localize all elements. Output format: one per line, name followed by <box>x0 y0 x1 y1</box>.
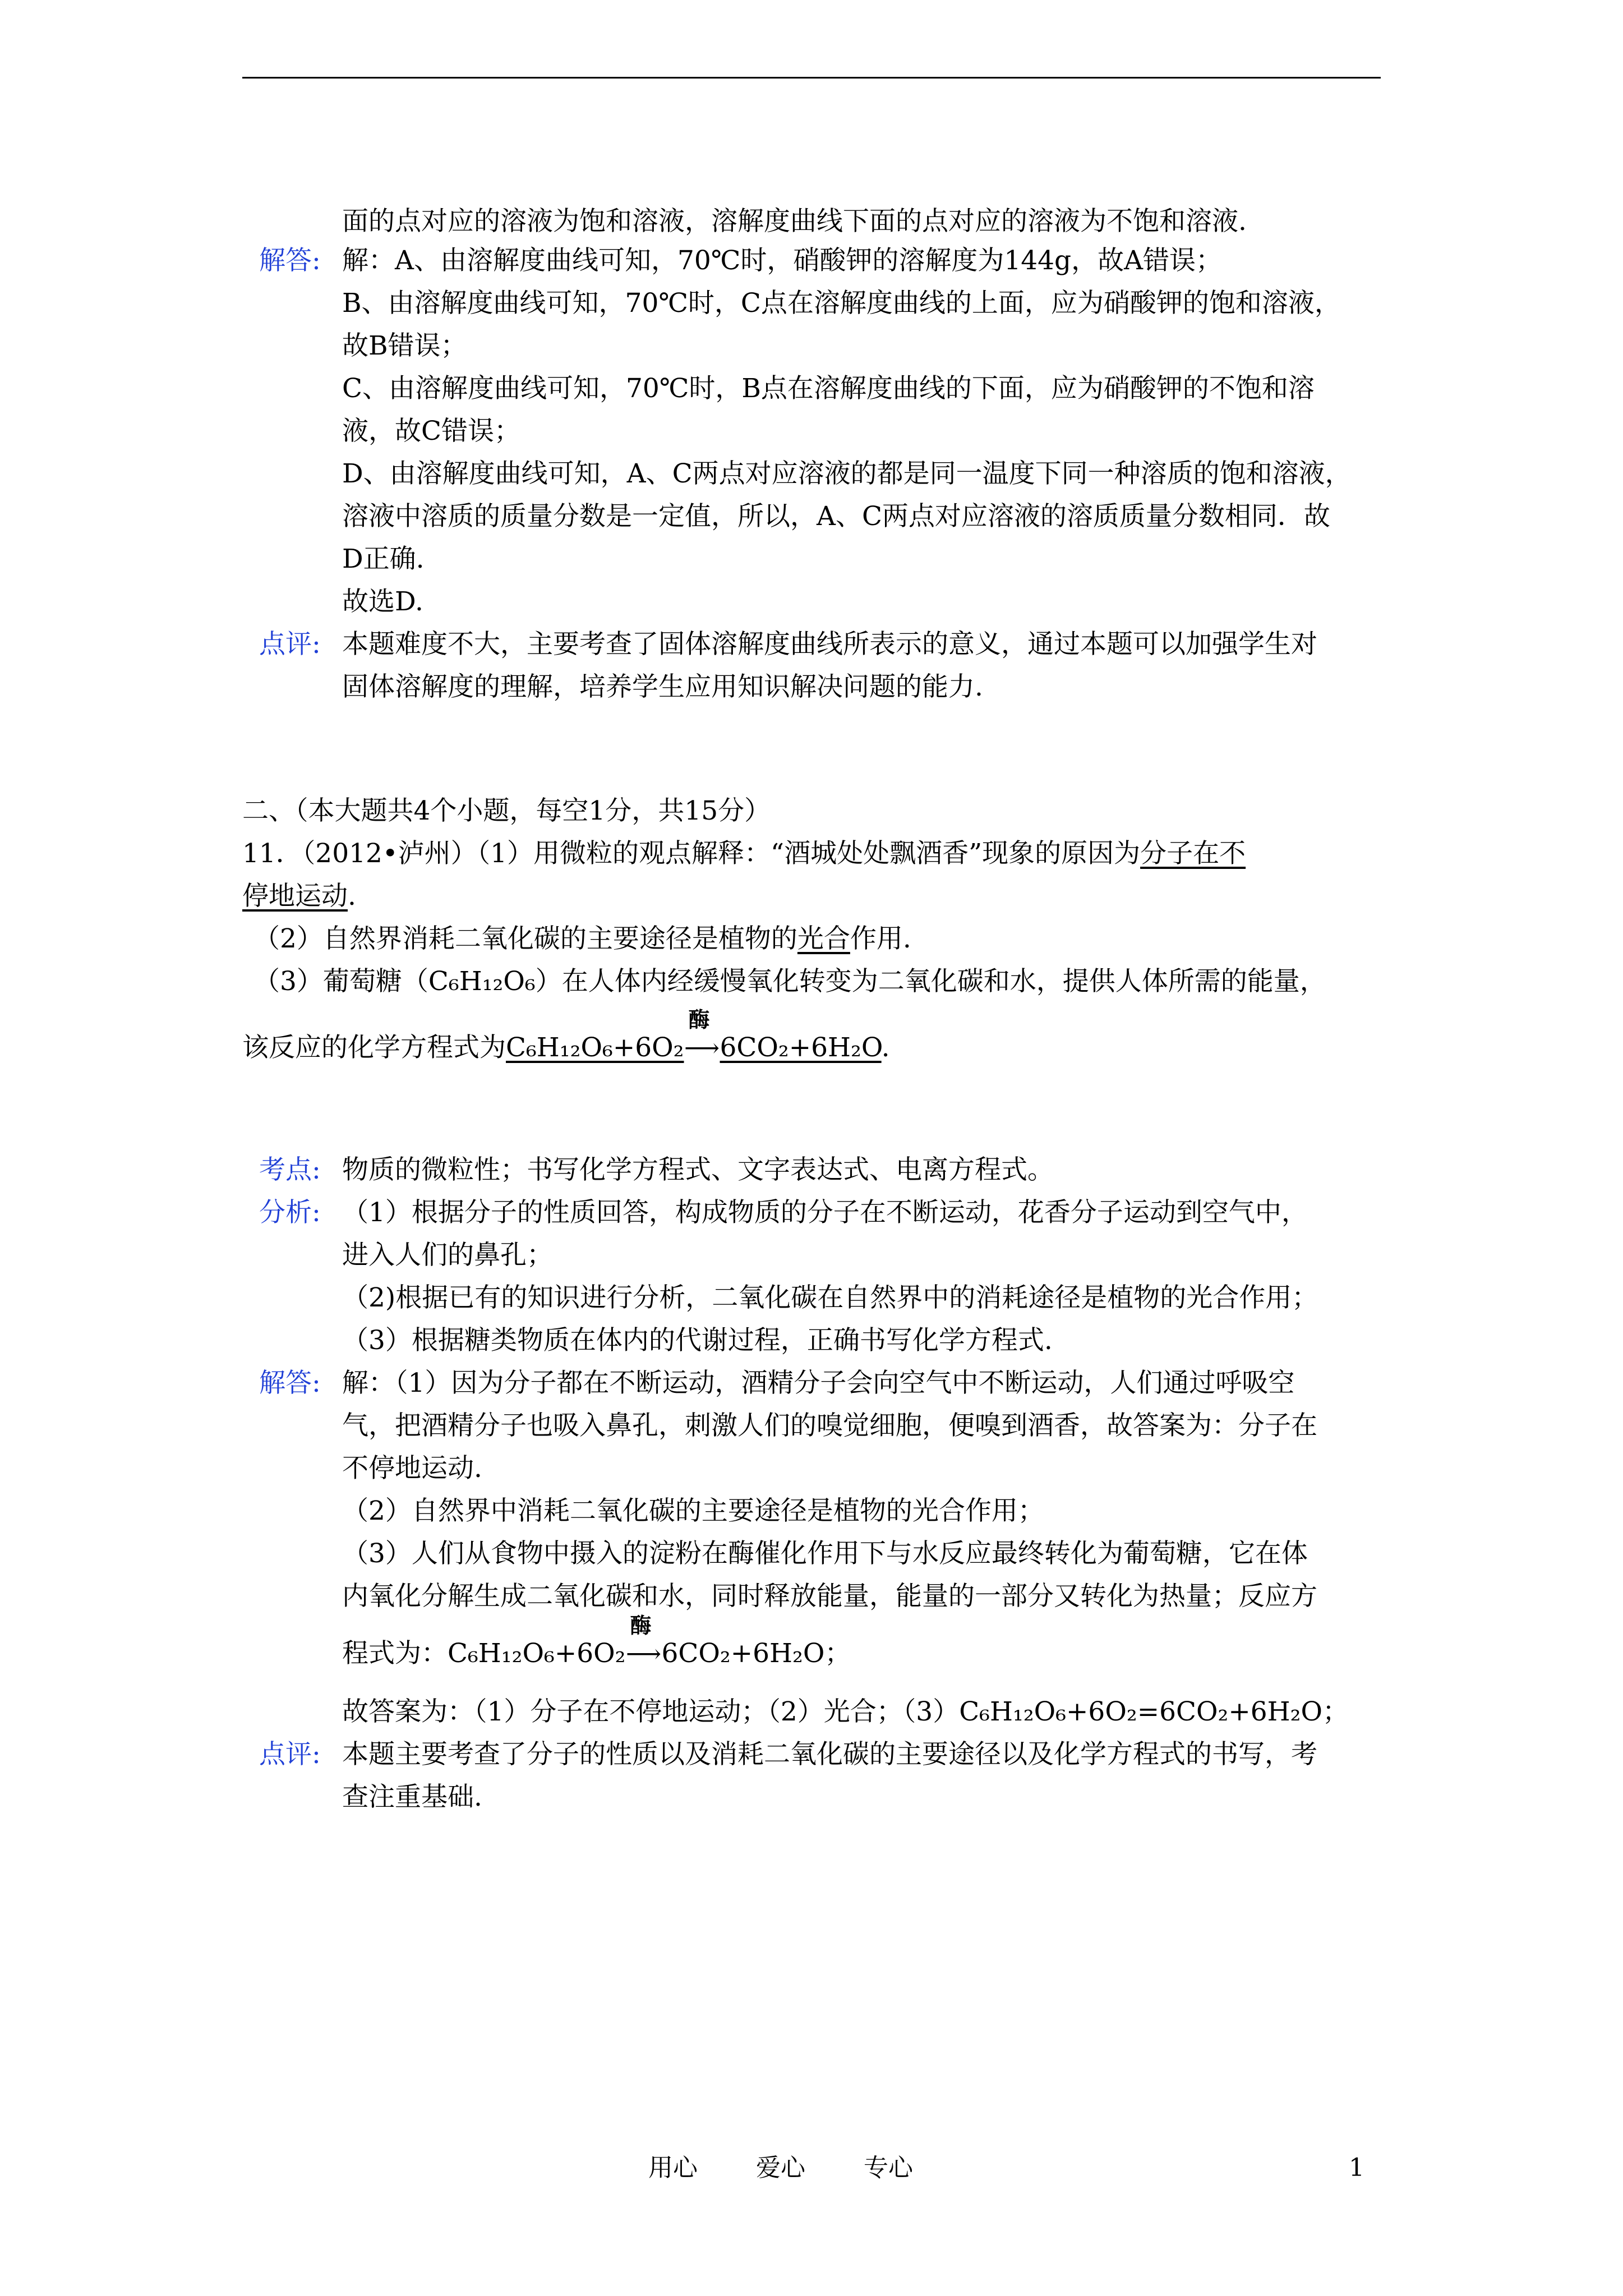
answer-line-8: D正确. <box>342 544 425 574</box>
comment-line-2: 固体溶解度的理解，培养学生应用知识解决问题的能力. <box>342 671 983 702</box>
q11-line-3 <box>253 923 911 955</box>
answer-line-1: 解：A、由溶解度曲线可知，70℃时，硝酸钾的溶解度为144g，故A错误； <box>342 245 1223 276</box>
catalyst-label: 酶 <box>688 1007 710 1032</box>
footer-motto-3: 专心 <box>864 2154 913 2182</box>
eq-left: C₆H₁₂O₆+6O₂ <box>506 1032 684 1063</box>
q11-line-5-post: . <box>881 1032 890 1063</box>
jieda-line-2: 气，把酒精分子也吸入鼻孔，刺激人们的嗅觉细胞，便嗅到酒香，故答案为：分子在 <box>342 1410 1317 1441</box>
comment-line-1: 本题难度不大，主要考查了固体溶解度曲线所表示的意义，通过本题可以加强学生对 <box>342 629 1317 660</box>
fenxi-line-4: （3）根据糖类物质在体内的代谢过程，正确书写化学方程式. <box>342 1325 1053 1356</box>
q11-line-3-text: （2）自然界消耗二氧化碳的主要途径是植物的 <box>253 923 797 954</box>
analysis-tail: 面的点对应的溶液为饱和溶液，溶解度曲线下面的点对应的溶液为不饱和溶液. <box>342 206 1247 237</box>
q11-line-1 <box>242 838 1246 869</box>
jieda-line-4: （2）自然界中消耗二氧化碳的主要途径是植物的光合作用； <box>342 1496 1044 1526</box>
kaodian-label: 考点: <box>259 1154 321 1185</box>
footer-motto-1: 用心 <box>648 2154 698 2182</box>
comment-label: 点评: <box>259 629 321 660</box>
page-number: 1 <box>1349 2154 1364 2182</box>
sol-catalyst-label: 酶 <box>630 1613 652 1638</box>
answer-line-2: B、由溶解度曲线可知，70℃时，C点在溶解度曲线的上面，应为硝酸钾的饱和溶液， <box>342 288 1341 319</box>
jieda-equation-line <box>342 1613 851 1670</box>
footer-motto-2: 爱心 <box>756 2154 805 2182</box>
dianping-label: 点评: <box>259 1739 321 1770</box>
answer-line-7: 溶液中溶质的质量分数是一定值，所以，A、C两点对应溶液的溶质质量分数相同．故 <box>342 501 1330 532</box>
fenxi-label: 分析: <box>259 1197 321 1228</box>
eq-line-pre: 程式为： <box>342 1638 448 1669</box>
answer-line-5: 液，故C错误； <box>342 416 520 447</box>
answer-line-3: 故B错误； <box>342 330 467 361</box>
answer-line-6: D、由溶解度曲线可知，A、C两点对应溶液的都是同一温度下同一种溶质的饱和溶液， <box>342 458 1352 489</box>
eq-line-post: ； <box>824 1638 851 1669</box>
q11-blank-1b: 停地运动 <box>242 881 348 912</box>
q11-line-5-text: 该反应的化学方程式为 <box>242 1032 506 1063</box>
dianping-line-2: 查注重基础. <box>342 1782 482 1812</box>
fenxi-line-3: （2)根据已有的知识进行分析，二氧化碳在自然界中的消耗途径是植物的光合作用； <box>342 1282 1318 1313</box>
section-heading: 二、（本大题共4个小题，每空1分，共15分） <box>242 795 771 826</box>
sol-reaction-arrow <box>625 1613 662 1670</box>
jieda-label: 解答: <box>259 1368 321 1398</box>
q11-line-1-text: 11．（2012•泸州）（1）用微粒的观点解释：“酒城处处飘酒香”现象的原因为 <box>242 838 1141 869</box>
header-rule <box>242 77 1381 79</box>
answer-line-4: C、由溶解度曲线可知，70℃时，B点在溶解度曲线的下面，应为硝酸钾的不饱和溶 <box>342 373 1315 404</box>
jieda-line-5: （3）人们从食物中摄入的淀粉在酶催化作用下与水反应最终转化为葡萄糖，它在体 <box>342 1538 1308 1569</box>
q11-blank-1a: 分子在不 <box>1140 838 1246 869</box>
jieda-line-3: 不停地运动. <box>342 1453 482 1484</box>
fenxi-line-1: （1）根据分子的性质回答，构成物质的分子在不断运动，花香分子运动到空气中， <box>342 1197 1308 1228</box>
fenxi-line-2: 进入人们的鼻孔； <box>342 1240 553 1271</box>
sol-eq-left: C₆H₁₂O₆+6O₂ <box>448 1638 626 1669</box>
reaction-arrow <box>684 1007 720 1064</box>
answer-label: 解答: <box>259 245 321 276</box>
q11-line-2 <box>242 881 356 912</box>
kaodian-text: 物质的微粒性；书写化学方程式、文字表达式、电离方程式。 <box>342 1154 1054 1185</box>
final-answer: 故答案为：（1）分子在不停地运动；（2）光合；（3）C₆H₁₂O₆+6O₂=6CO₂+6H₂O； <box>342 1696 1349 1727</box>
arrow-right-icon: ⟶ <box>684 1034 720 1062</box>
q11-line-3-post: 作用. <box>850 923 911 954</box>
sol-eq-right: 6CO₂+6H₂O <box>661 1638 825 1669</box>
q11-line-4: （3）葡萄糖（C₆H₁₂O₆）在人体内经缓慢氧化转变为二氧化碳和水，提供人体所需的能量， <box>253 966 1326 997</box>
jieda-line-6: 内氧化分解生成二氧化碳和水，同时释放能量，能量的一部分又转化为热量；反应方 <box>342 1581 1317 1612</box>
dianping-line-1: 本题主要考查了分子的性质以及消耗二氧化碳的主要途径以及化学方程式的书写，考 <box>342 1739 1317 1770</box>
eq-right: 6CO₂+6H₂O <box>720 1032 882 1063</box>
arrow-right-icon: ⟶ <box>625 1640 662 1668</box>
jieda-line-1: 解：（1）因为分子都在不断运动，酒精分子会向空气中不断运动，人们通过呼吸空 <box>342 1368 1295 1398</box>
q11-line-5 <box>242 1007 890 1064</box>
q11-blank-3-equation <box>506 1007 882 1063</box>
answer-line-9: 故选D. <box>342 586 423 617</box>
q11-line-2-text: . <box>348 881 356 912</box>
q11-blank-2: 光合 <box>797 923 850 954</box>
